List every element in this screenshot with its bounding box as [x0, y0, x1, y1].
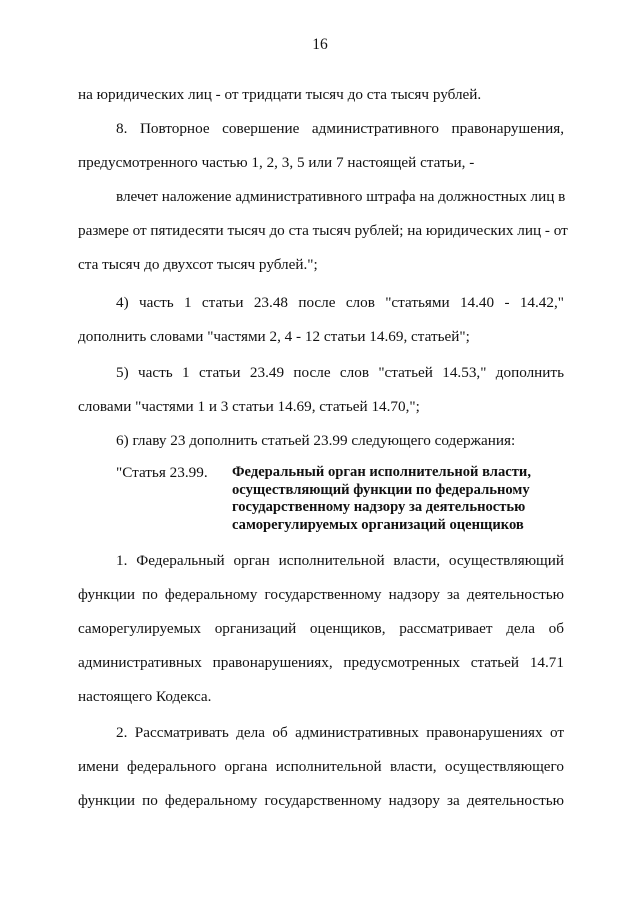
text-line: 2. Рассматривать дела об административных правонарушениях от — [116, 724, 564, 741]
article-title-line: осуществляющий функции по федеральному — [232, 481, 530, 498]
text-line: на юридических лиц - от тридцати тысяч до ста тысяч рублей. — [78, 86, 482, 103]
text-line: словами "частями 1 и 3 статьи 14.69, статьей 14.70,"; — [78, 398, 420, 415]
text-line: 8. Повторное совершение административного правонарушения, — [116, 120, 564, 137]
text-line: функции по федеральному государственному надзору за деятельностью — [78, 586, 564, 603]
text-line: дополнить словами "частями 2, 4 - 12 статьи 14.69, статьей"; — [78, 328, 470, 345]
text-line: 1. Федеральный орган исполнительной власти, осуществляющий — [116, 552, 564, 569]
text-line: саморегулируемых организаций оценщиков, рассматривает дела об — [78, 620, 564, 637]
text-line: настоящего Кодекса. — [78, 688, 212, 705]
page-number: 16 — [312, 36, 328, 53]
text-line: ста тысяч до двухсот тысяч рублей."; — [78, 256, 318, 273]
article-title-line: саморегулируемых организаций оценщиков — [232, 516, 524, 533]
article-title — [232, 464, 552, 534]
text-line: 5) часть 1 статьи 23.49 после слов "статьей 14.53," дополнить — [116, 364, 564, 381]
text-line: функции по федеральному государственному надзору за деятельностью — [78, 792, 564, 809]
text-line: предусмотренного частью 1, 2, 3, 5 или 7 настоящей статьи, - — [78, 154, 475, 171]
text-line: административных правонарушениях, предусмотренных статьей 14.71 — [78, 654, 564, 671]
text-line: имени федерального органа исполнительной власти, осуществляющего — [78, 758, 564, 775]
article-title-line: государственному надзору за деятельностью — [232, 499, 526, 515]
text-line: 4) часть 1 статьи 23.48 после слов "статьями 14.40 - 14.42," — [116, 294, 564, 311]
text-line: влечет наложение административного штрафа на должностных лиц в — [116, 188, 566, 205]
article-title-line: Федеральный орган исполнительной власти, — [232, 464, 531, 480]
text-line: 6) главу 23 дополнить статьей 23.99 следующего содержания: — [116, 432, 516, 449]
article-label: "Статья 23.99. — [116, 464, 208, 481]
text-line: размере от пятидесяти тысяч до ста тысяч рублей; на юридических лиц - от — [78, 222, 568, 239]
